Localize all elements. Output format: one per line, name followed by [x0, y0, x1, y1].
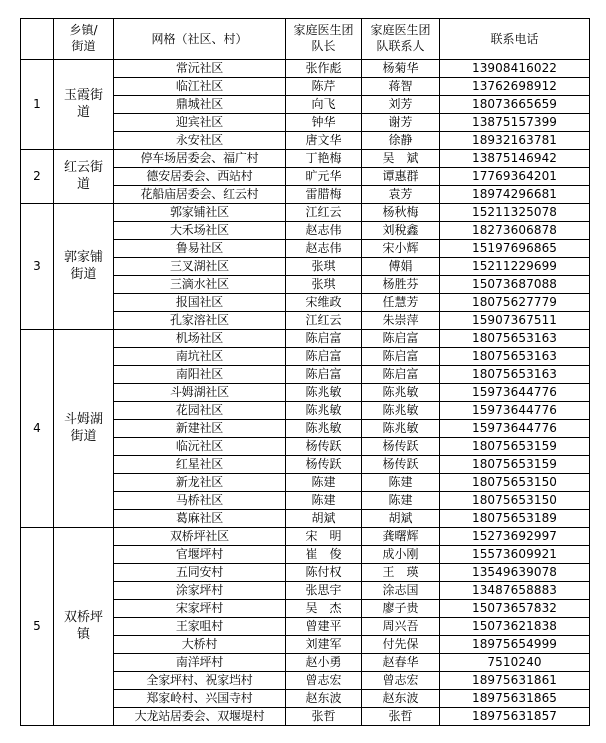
contact-phone: 7510240: [440, 654, 590, 672]
grid-name: 迎宾社区: [114, 114, 286, 132]
team-leader: 江红云: [286, 312, 362, 330]
team-contact: 杨秋梅: [362, 204, 440, 222]
team-contact: 任慧芳: [362, 294, 440, 312]
team-contact: 杨传跃: [362, 438, 440, 456]
team-leader: 陈芹: [286, 78, 362, 96]
contact-phone: 15973644776: [440, 402, 590, 420]
grid-name: 全家坪村、祝家垱村: [114, 672, 286, 690]
team-contact: 吴 斌: [362, 150, 440, 168]
team-contact: 陈启富: [362, 330, 440, 348]
contact-phone: 15273692997: [440, 528, 590, 546]
team-contact: 杨传跃: [362, 456, 440, 474]
grid-name: 南坑社区: [114, 348, 286, 366]
grid-name: 花园社区: [114, 402, 286, 420]
team-contact: 朱崇萍: [362, 312, 440, 330]
team-contact: 陈启富: [362, 348, 440, 366]
grid-name: 停车场居委会、福广村: [114, 150, 286, 168]
contact-phone: 18073665659: [440, 96, 590, 114]
team-contact: 刘稅鑫: [362, 222, 440, 240]
team-leader: 雷腊梅: [286, 186, 362, 204]
grid-name: 红星社区: [114, 456, 286, 474]
grid-name: 马桥社区: [114, 492, 286, 510]
team-leader: 陈建: [286, 474, 362, 492]
team-contact: 周兴吾: [362, 618, 440, 636]
team-contact: 涂志国: [362, 582, 440, 600]
grid-name: 鼎城社区: [114, 96, 286, 114]
contact-phone: 13875146942: [440, 150, 590, 168]
team-contact: 曾志宏: [362, 672, 440, 690]
team-leader: 唐文华: [286, 132, 362, 150]
team-leader: 张哲: [286, 708, 362, 726]
contact-phone: 18273606878: [440, 222, 590, 240]
team-leader: 陈启富: [286, 366, 362, 384]
grid-name: 机场社区: [114, 330, 286, 348]
contact-phone: 18075653163: [440, 366, 590, 384]
team-leader: 陈付权: [286, 564, 362, 582]
doctor-team-table-container: [20, 18, 590, 726]
team-contact: 王 瑛: [362, 564, 440, 582]
grid-name: 新建社区: [114, 420, 286, 438]
contact-phone: 15073687088: [440, 276, 590, 294]
contact-phone: 18075653163: [440, 348, 590, 366]
town-index: 3: [21, 204, 54, 330]
grid-name: 临江社区: [114, 78, 286, 96]
team-leader: 陈建: [286, 492, 362, 510]
contact-phone: 18932163781: [440, 132, 590, 150]
contact-phone: 15197696865: [440, 240, 590, 258]
team-leader: 陈兆敏: [286, 420, 362, 438]
grid-name: 孔家溶社区: [114, 312, 286, 330]
team-leader: 丁艳梅: [286, 150, 362, 168]
contact-phone: 15973644776: [440, 420, 590, 438]
team-leader: 崔 俊: [286, 546, 362, 564]
contact-phone: 18975631865: [440, 690, 590, 708]
team-leader: 张琪: [286, 276, 362, 294]
team-contact: 宋小辉: [362, 240, 440, 258]
team-leader: 陈兆敏: [286, 402, 362, 420]
team-leader: 吴 杰: [286, 600, 362, 618]
town-name: 玉霞街道: [54, 60, 114, 150]
team-leader: 钟华: [286, 114, 362, 132]
contact-phone: 18075653159: [440, 438, 590, 456]
team-leader: 张思宇: [286, 582, 362, 600]
grid-name: 葛麻社区: [114, 510, 286, 528]
team-leader: 曾建平: [286, 618, 362, 636]
contact-phone: 18075653159: [440, 456, 590, 474]
contact-phone: 15211325078: [440, 204, 590, 222]
team-contact: 杨胜芬: [362, 276, 440, 294]
contact-phone: 15211229699: [440, 258, 590, 276]
team-contact: 杨菊华: [362, 60, 440, 78]
team-leader: 赵小勇: [286, 654, 362, 672]
team-contact: 谭惠群: [362, 168, 440, 186]
team-contact: 陈兆敏: [362, 384, 440, 402]
team-leader: 宋维政: [286, 294, 362, 312]
grid-name: 鲁易社区: [114, 240, 286, 258]
team-contact: 傅娟: [362, 258, 440, 276]
grid-name: 临沅社区: [114, 438, 286, 456]
grid-name: 报国社区: [114, 294, 286, 312]
team-leader: 张作彪: [286, 60, 362, 78]
team-leader: 陈启富: [286, 330, 362, 348]
grid-name: 涂家坪村: [114, 582, 286, 600]
team-contact: 蒋智: [362, 78, 440, 96]
grid-name: 郑家岭村、兴国寺村: [114, 690, 286, 708]
table-row: [21, 330, 590, 348]
team-leader: 赵志伟: [286, 222, 362, 240]
table-row: [21, 60, 590, 78]
team-contact: 付先保: [362, 636, 440, 654]
contact-phone: 18974296681: [440, 186, 590, 204]
grid-name: 王家咀村: [114, 618, 286, 636]
grid-name: 三滴水社区: [114, 276, 286, 294]
team-contact: 廖子贵: [362, 600, 440, 618]
grid-name: 斗姆湖社区: [114, 384, 286, 402]
grid-name: 大桥村: [114, 636, 286, 654]
contact-phone: 18075627779: [440, 294, 590, 312]
town-index: 2: [21, 150, 54, 204]
team-contact: 陈兆敏: [362, 420, 440, 438]
team-leader: 杨传跃: [286, 456, 362, 474]
contact-phone: 18975654999: [440, 636, 590, 654]
team-leader: 曾志宏: [286, 672, 362, 690]
contact-phone: 18975631861: [440, 672, 590, 690]
team-leader: 杨传跃: [286, 438, 362, 456]
table-body: [21, 60, 590, 726]
grid-name: 大禾场社区: [114, 222, 286, 240]
header-phone: 联系电话: [440, 19, 590, 60]
team-contact: 成小刚: [362, 546, 440, 564]
team-contact: 龚曙辉: [362, 528, 440, 546]
table-row: [21, 204, 590, 222]
team-leader: 胡斌: [286, 510, 362, 528]
grid-name: 宋家坪村: [114, 600, 286, 618]
contact-phone: 18075653150: [440, 492, 590, 510]
grid-name: 新龙社区: [114, 474, 286, 492]
team-contact: 胡斌: [362, 510, 440, 528]
header-index: [21, 19, 54, 60]
team-contact: 陈启富: [362, 366, 440, 384]
town-name: 红云街道: [54, 150, 114, 204]
header-contact: 家庭医生团队联系人: [362, 19, 440, 60]
contact-phone: 17769364201: [440, 168, 590, 186]
team-leader: 张琪: [286, 258, 362, 276]
team-leader: 刘建军: [286, 636, 362, 654]
contact-phone: 18075653150: [440, 474, 590, 492]
contact-phone: 15573609921: [440, 546, 590, 564]
contact-phone: 13487658883: [440, 582, 590, 600]
grid-name: 南阳社区: [114, 366, 286, 384]
team-contact: 陈建: [362, 492, 440, 510]
team-contact: 袁芳: [362, 186, 440, 204]
grid-name: 永安社区: [114, 132, 286, 150]
team-contact: 刘芳: [362, 96, 440, 114]
team-contact: 张哲: [362, 708, 440, 726]
team-leader: 陈启富: [286, 348, 362, 366]
team-leader: 赵志伟: [286, 240, 362, 258]
town-name: 斗姆湖街道: [54, 330, 114, 528]
header-row: [21, 19, 590, 60]
team-contact: 徐静: [362, 132, 440, 150]
contact-phone: 15073657832: [440, 600, 590, 618]
grid-name: 德安居委会、西站村: [114, 168, 286, 186]
grid-name: 三叉湖社区: [114, 258, 286, 276]
contact-phone: 13762698912: [440, 78, 590, 96]
team-contact: 赵春华: [362, 654, 440, 672]
grid-name: 五同安村: [114, 564, 286, 582]
grid-name: 大龙站居委会、双堰堤村: [114, 708, 286, 726]
team-contact: 陈建: [362, 474, 440, 492]
team-leader: 江红云: [286, 204, 362, 222]
contact-phone: 13908416022: [440, 60, 590, 78]
town-index: 1: [21, 60, 54, 150]
grid-name: 常沅社区: [114, 60, 286, 78]
table-row: [21, 528, 590, 546]
team-leader: 旷元华: [286, 168, 362, 186]
team-contact: 谢芳: [362, 114, 440, 132]
town-index: 5: [21, 528, 54, 726]
grid-name: 官堰坪村: [114, 546, 286, 564]
table-row: [21, 150, 590, 168]
contact-phone: 18075653189: [440, 510, 590, 528]
town-name: 双桥坪镇: [54, 528, 114, 726]
grid-name: 郭家铺社区: [114, 204, 286, 222]
grid-name: 双桥坪社区: [114, 528, 286, 546]
team-contact: 陈兆敏: [362, 402, 440, 420]
grid-name: 花船庙居委会、红云村: [114, 186, 286, 204]
team-leader: 陈兆敏: [286, 384, 362, 402]
team-leader: 赵东波: [286, 690, 362, 708]
header-leader: 家庭医生团队长: [286, 19, 362, 60]
contact-phone: 13875157399: [440, 114, 590, 132]
contact-phone: 18975631857: [440, 708, 590, 726]
team-leader: 向飞: [286, 96, 362, 114]
contact-phone: 15907367511: [440, 312, 590, 330]
team-contact: 赵东波: [362, 690, 440, 708]
header-grid: 网格（社区、村）: [114, 19, 286, 60]
header-town: 乡镇/街道: [54, 19, 114, 60]
team-leader: 宋 明: [286, 528, 362, 546]
town-index: 4: [21, 330, 54, 528]
contact-phone: 15073621838: [440, 618, 590, 636]
doctor-team-table: [20, 18, 590, 726]
contact-phone: 18075653163: [440, 330, 590, 348]
town-name: 郭家铺街道: [54, 204, 114, 330]
contact-phone: 13549639078: [440, 564, 590, 582]
grid-name: 南洋坪村: [114, 654, 286, 672]
contact-phone: 15973644776: [440, 384, 590, 402]
